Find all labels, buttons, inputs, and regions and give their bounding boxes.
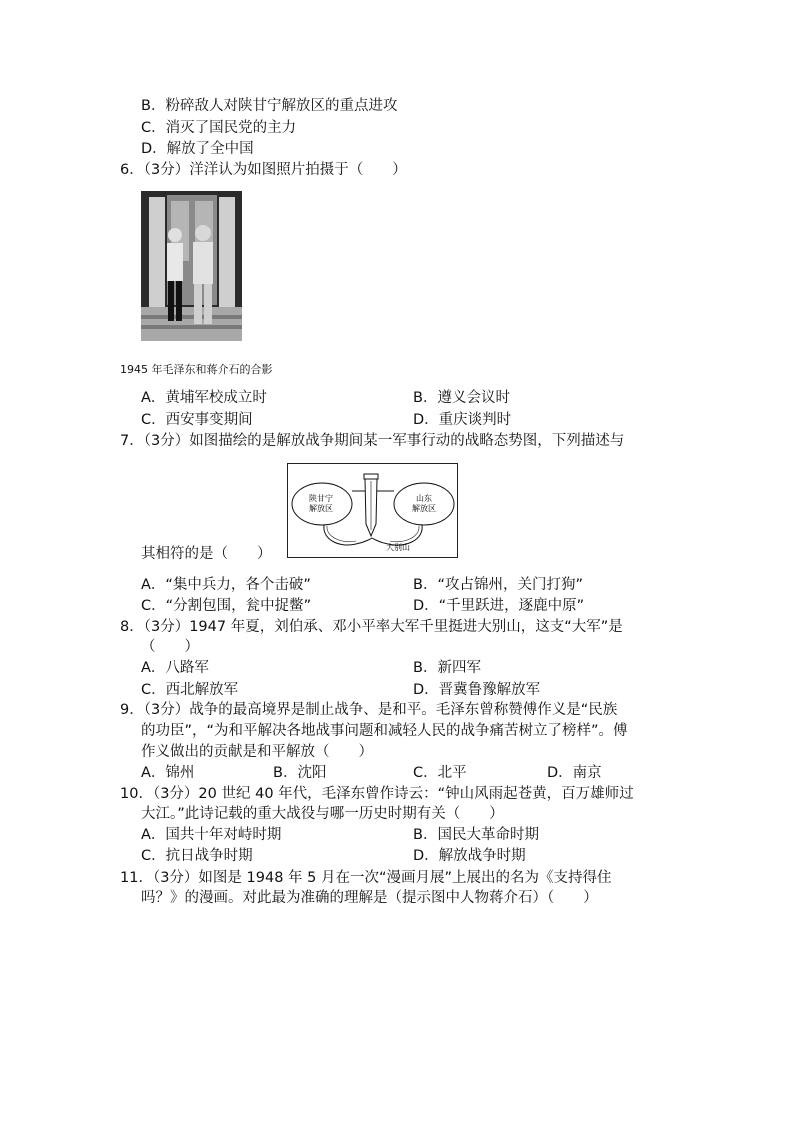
strategic-map-drawing: [288, 464, 457, 557]
map-right-region-line1: 山东: [416, 494, 432, 503]
q10-option-a: A．国共十年对峙时期: [141, 827, 282, 843]
q9-option-d: D．南京: [547, 765, 602, 781]
q8-stem-line1: 8．（3分）1947 年夏，刘伯承、邓小平率大军千里挺进大别山，这支“大军”是: [120, 619, 623, 635]
q7-option-a: A．“集中兵力，各个击破”: [141, 577, 311, 593]
map-right-region-line2: 解放区: [412, 504, 436, 513]
q7-stem-line1: 7．（3分）如图描绘的是解放战争期间某一军事行动的战略态势图，下列描述与: [120, 433, 625, 449]
map-left-region-line2: 解放区: [309, 504, 333, 513]
q8-option-d: D．晋冀鲁豫解放军: [413, 682, 541, 698]
q6-stem: 6．（3分）洋洋认为如图照片拍摄于（ ）: [120, 162, 407, 178]
q10-option-c: C．抗日战争时期: [141, 848, 253, 864]
q7-stem-line2: 其相符的是（ ）: [141, 546, 272, 562]
q6-option-a: A．黄埔军校成立时: [141, 390, 267, 406]
q11-stem-line2: 吗？》的漫画。对此最为准确的理解是（提示图中人物蒋介石）（ ）: [141, 890, 598, 906]
q8-stem-line2: （ ）: [141, 639, 199, 655]
q7-option-d: D．“千里跃进，逐鹿中原”: [413, 598, 585, 614]
q9-stem-line2: 的功臣”，“为和平解决各地战事问题和减轻人民的战争痛苦树立了榜样”。傅: [141, 723, 628, 739]
q9-option-c: C．北平: [413, 765, 467, 781]
q8-option-a: A．八路军: [141, 660, 209, 676]
q5-option-d: D．解放了全中国: [141, 141, 254, 157]
q8-option-b: B．新四军: [413, 660, 481, 676]
photo-image: [141, 191, 242, 341]
map-mountain-label: 大别山: [386, 543, 410, 552]
q7-option-c: C．“分割包围，瓮中捉鳖”: [141, 598, 312, 614]
q5-option-c: C．消灭了国民党的主力: [141, 120, 297, 136]
q7-option-b: B．“攻占锦州，关门打狗”: [413, 577, 583, 593]
q9-option-b: B．沈阳: [273, 765, 327, 781]
q9-stem-line3: 作义做出的贡献是和平解放（ ）: [141, 744, 373, 760]
q11-stem-line1: 11．（3分）如图是 1948 年 5 月在一次“漫画月展”上展出的名为《支持得住: [120, 870, 612, 886]
q9-stem-line1: 9．（3分）战争的最高境界是制止战争、是和平。毛泽东曾称赞傅作义是“民族: [120, 702, 618, 718]
q6-option-d: D．重庆谈判时: [413, 412, 512, 428]
q5-option-b: B．粉碎敌人对陕甘宁解放区的重点进攻: [141, 98, 398, 114]
q6-option-b: B．遵义会议时: [413, 390, 510, 406]
q6-option-c: C．西安事变期间: [141, 412, 253, 428]
q10-option-b: B．国民大革命时期: [413, 827, 539, 843]
q6-photo: [141, 191, 242, 341]
q7-strategic-map: [287, 463, 458, 558]
q8-option-c: C．西北解放军: [141, 682, 239, 698]
q10-stem-line1: 10．（3分）20 世纪 40 年代，毛泽东曾作诗云：“钟山风雨起苍黄，百万雄师过: [120, 786, 634, 802]
q9-option-a: A．锦州: [141, 765, 195, 781]
q6-photo-caption: 1945 年毛泽东和蒋介石的合影: [120, 363, 273, 376]
map-left-region-line1: 陕甘宁: [309, 494, 333, 503]
q10-option-d: D．解放战争时期: [413, 848, 526, 864]
q10-stem-line2: 大江。”此诗记载的重大战役与哪一历史时期有关（ ）: [141, 806, 504, 822]
